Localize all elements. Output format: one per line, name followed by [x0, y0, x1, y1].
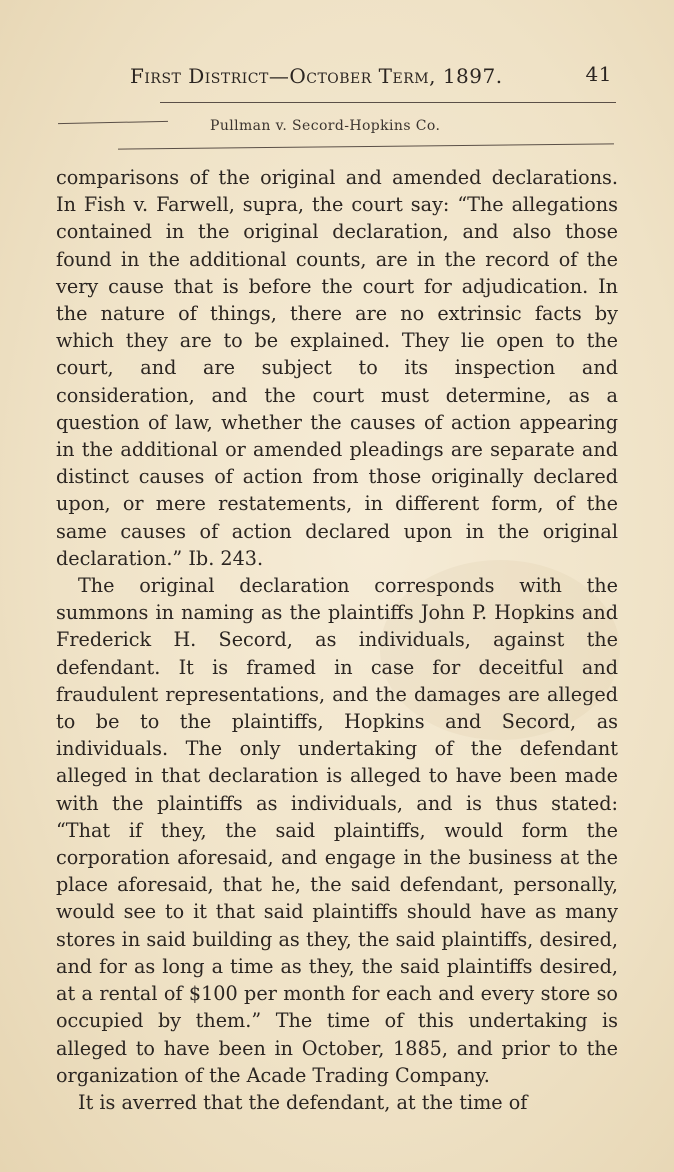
header-rule-left: [58, 121, 168, 124]
paragraph-3: It is averred that the defendant, at the time of: [78, 1090, 528, 1114]
case-rule: [118, 143, 614, 149]
header-rule-top: [160, 102, 616, 103]
paragraph-2: The original declaration corresponds with the summons in naming as the plaintiffs John P. Hopkins and Frederick H. Secord, as individuals, against the defendant. It is framed in case for deceitful and fraudulent representations, and the damages are alleged to be to the plaintiffs, Hopkins and Secord, as individuals. The only undertaking of the defendant alleged in that declaration is alleged to have been made with the plaintiffs as individuals, and is thus stated: “That if they, the said plaintiffs, would form the corporation aforesaid, and engage in the business at the place aforesaid, that he, the said defendant, personally, would see to it that said plaintiffs should have as many stores in said building as they, the said plaintiffs, desired, and for as long a time as they, the said plaintiffs desired, at a rental of $100 per month for each and every store so occupied by them.” The time of this undertaking is alleged to have been in October, 1885, and prior to the organization of the Acade Trading Company.: [56, 574, 618, 1087]
body-text: [56, 164, 618, 1116]
paragraph-1: comparisons of the original and amended declarations. In Fish v. Farwell, supra, the court say: “The allegations contained in the original declaration, and also those found in the additional counts, are in the record of the very cause that is before the court for adjudication. In the nature of things, there are no extrinsic facts by which they are to be explained. They lie open to the court, and are subject to its inspection and consideration, and the court must determine, as a question of law, whether the causes of action appearing in the additional or amended pleadings are separate and distinct causes of action from those originally declared upon, or mere restatements, in different form, of the same causes of action declared upon in the original declaration.” Ib. 243.: [56, 166, 618, 570]
case-name: Pullman v. Secord-Hopkins Co.: [210, 118, 441, 134]
page-number: 41: [585, 62, 612, 86]
running-head: [130, 58, 630, 92]
running-title: First District—October Term, 1897.: [130, 64, 503, 88]
